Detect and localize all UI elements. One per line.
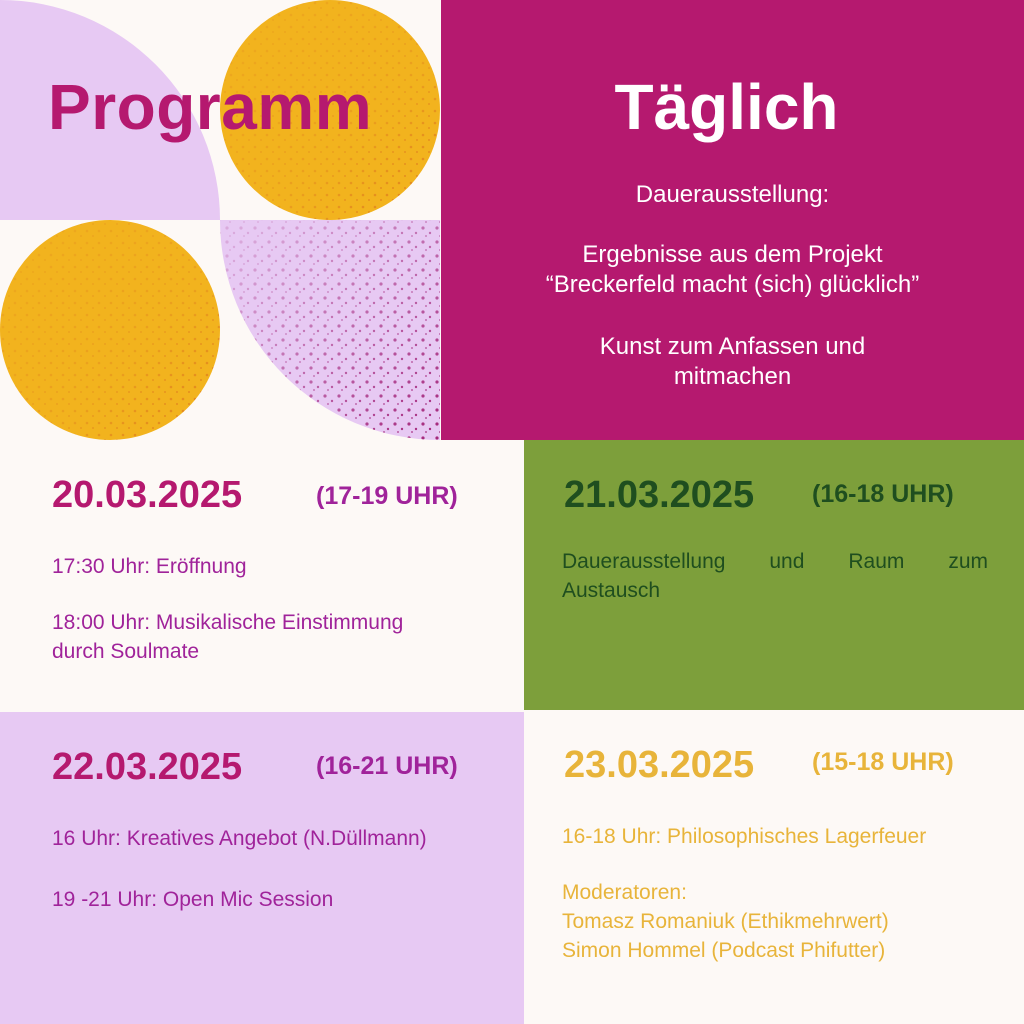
event-item: Moderatoren: bbox=[562, 881, 687, 904]
event-item: Austausch bbox=[562, 579, 661, 602]
event-item: Tomasz Romaniuk (Ethikmehrwert) bbox=[562, 910, 889, 933]
event-item: 17:30 Uhr: Eröffnung bbox=[52, 555, 247, 578]
event-date: 22.03.2025 bbox=[52, 746, 243, 788]
program-title: Programm bbox=[48, 71, 373, 143]
daily-heading: Täglich bbox=[614, 71, 839, 143]
event-box-20-03 bbox=[0, 440, 524, 712]
event-item: 16 Uhr: Kreatives Angebot (N.Düllmann) bbox=[52, 827, 427, 850]
daily-line-art: Kunst zum Anfassen und bbox=[599, 333, 866, 360]
daily-line-results: Ergebnisse aus dem Projekt bbox=[582, 241, 883, 268]
event-date: 23.03.2025 bbox=[564, 744, 755, 786]
event-time: (16-21 UHR) bbox=[316, 752, 458, 780]
event-box-23-03 bbox=[524, 710, 1024, 1024]
event-date: 20.03.2025 bbox=[52, 474, 243, 516]
event-item: 16-18 Uhr: Philosophisches Lagerfeuer bbox=[562, 825, 927, 848]
event-item: 18:00 Uhr: Musikalische Einstimmung bbox=[52, 611, 404, 634]
event-box-22-03 bbox=[0, 712, 524, 1024]
event-item: 19 -21 Uhr: Open Mic Session bbox=[52, 888, 334, 911]
daily-line-project: “Breckerfeld macht (sich) glücklich” bbox=[545, 271, 920, 298]
event-time: (17-19 UHR) bbox=[316, 482, 458, 510]
daily-panel bbox=[441, 0, 1024, 440]
event-date: 21.03.2025 bbox=[564, 474, 755, 516]
decorative-shapes bbox=[0, 0, 440, 440]
daily-line-exhibition: Dauerausstellung: bbox=[635, 181, 830, 208]
event-time: (16-18 UHR) bbox=[812, 480, 954, 508]
circle-yellow-left bbox=[0, 220, 220, 440]
event-time: (15-18 UHR) bbox=[812, 748, 954, 776]
event-item: Dauerausstellung und Raum zum bbox=[562, 550, 988, 573]
daily-line-participate: mitmachen bbox=[673, 363, 792, 390]
event-box-21-03 bbox=[524, 440, 1024, 710]
quarter-circle-speckled bbox=[220, 220, 440, 440]
event-item: Simon Hommel (Podcast Phifutter) bbox=[562, 939, 886, 962]
event-item: durch Soulmate bbox=[52, 640, 200, 663]
